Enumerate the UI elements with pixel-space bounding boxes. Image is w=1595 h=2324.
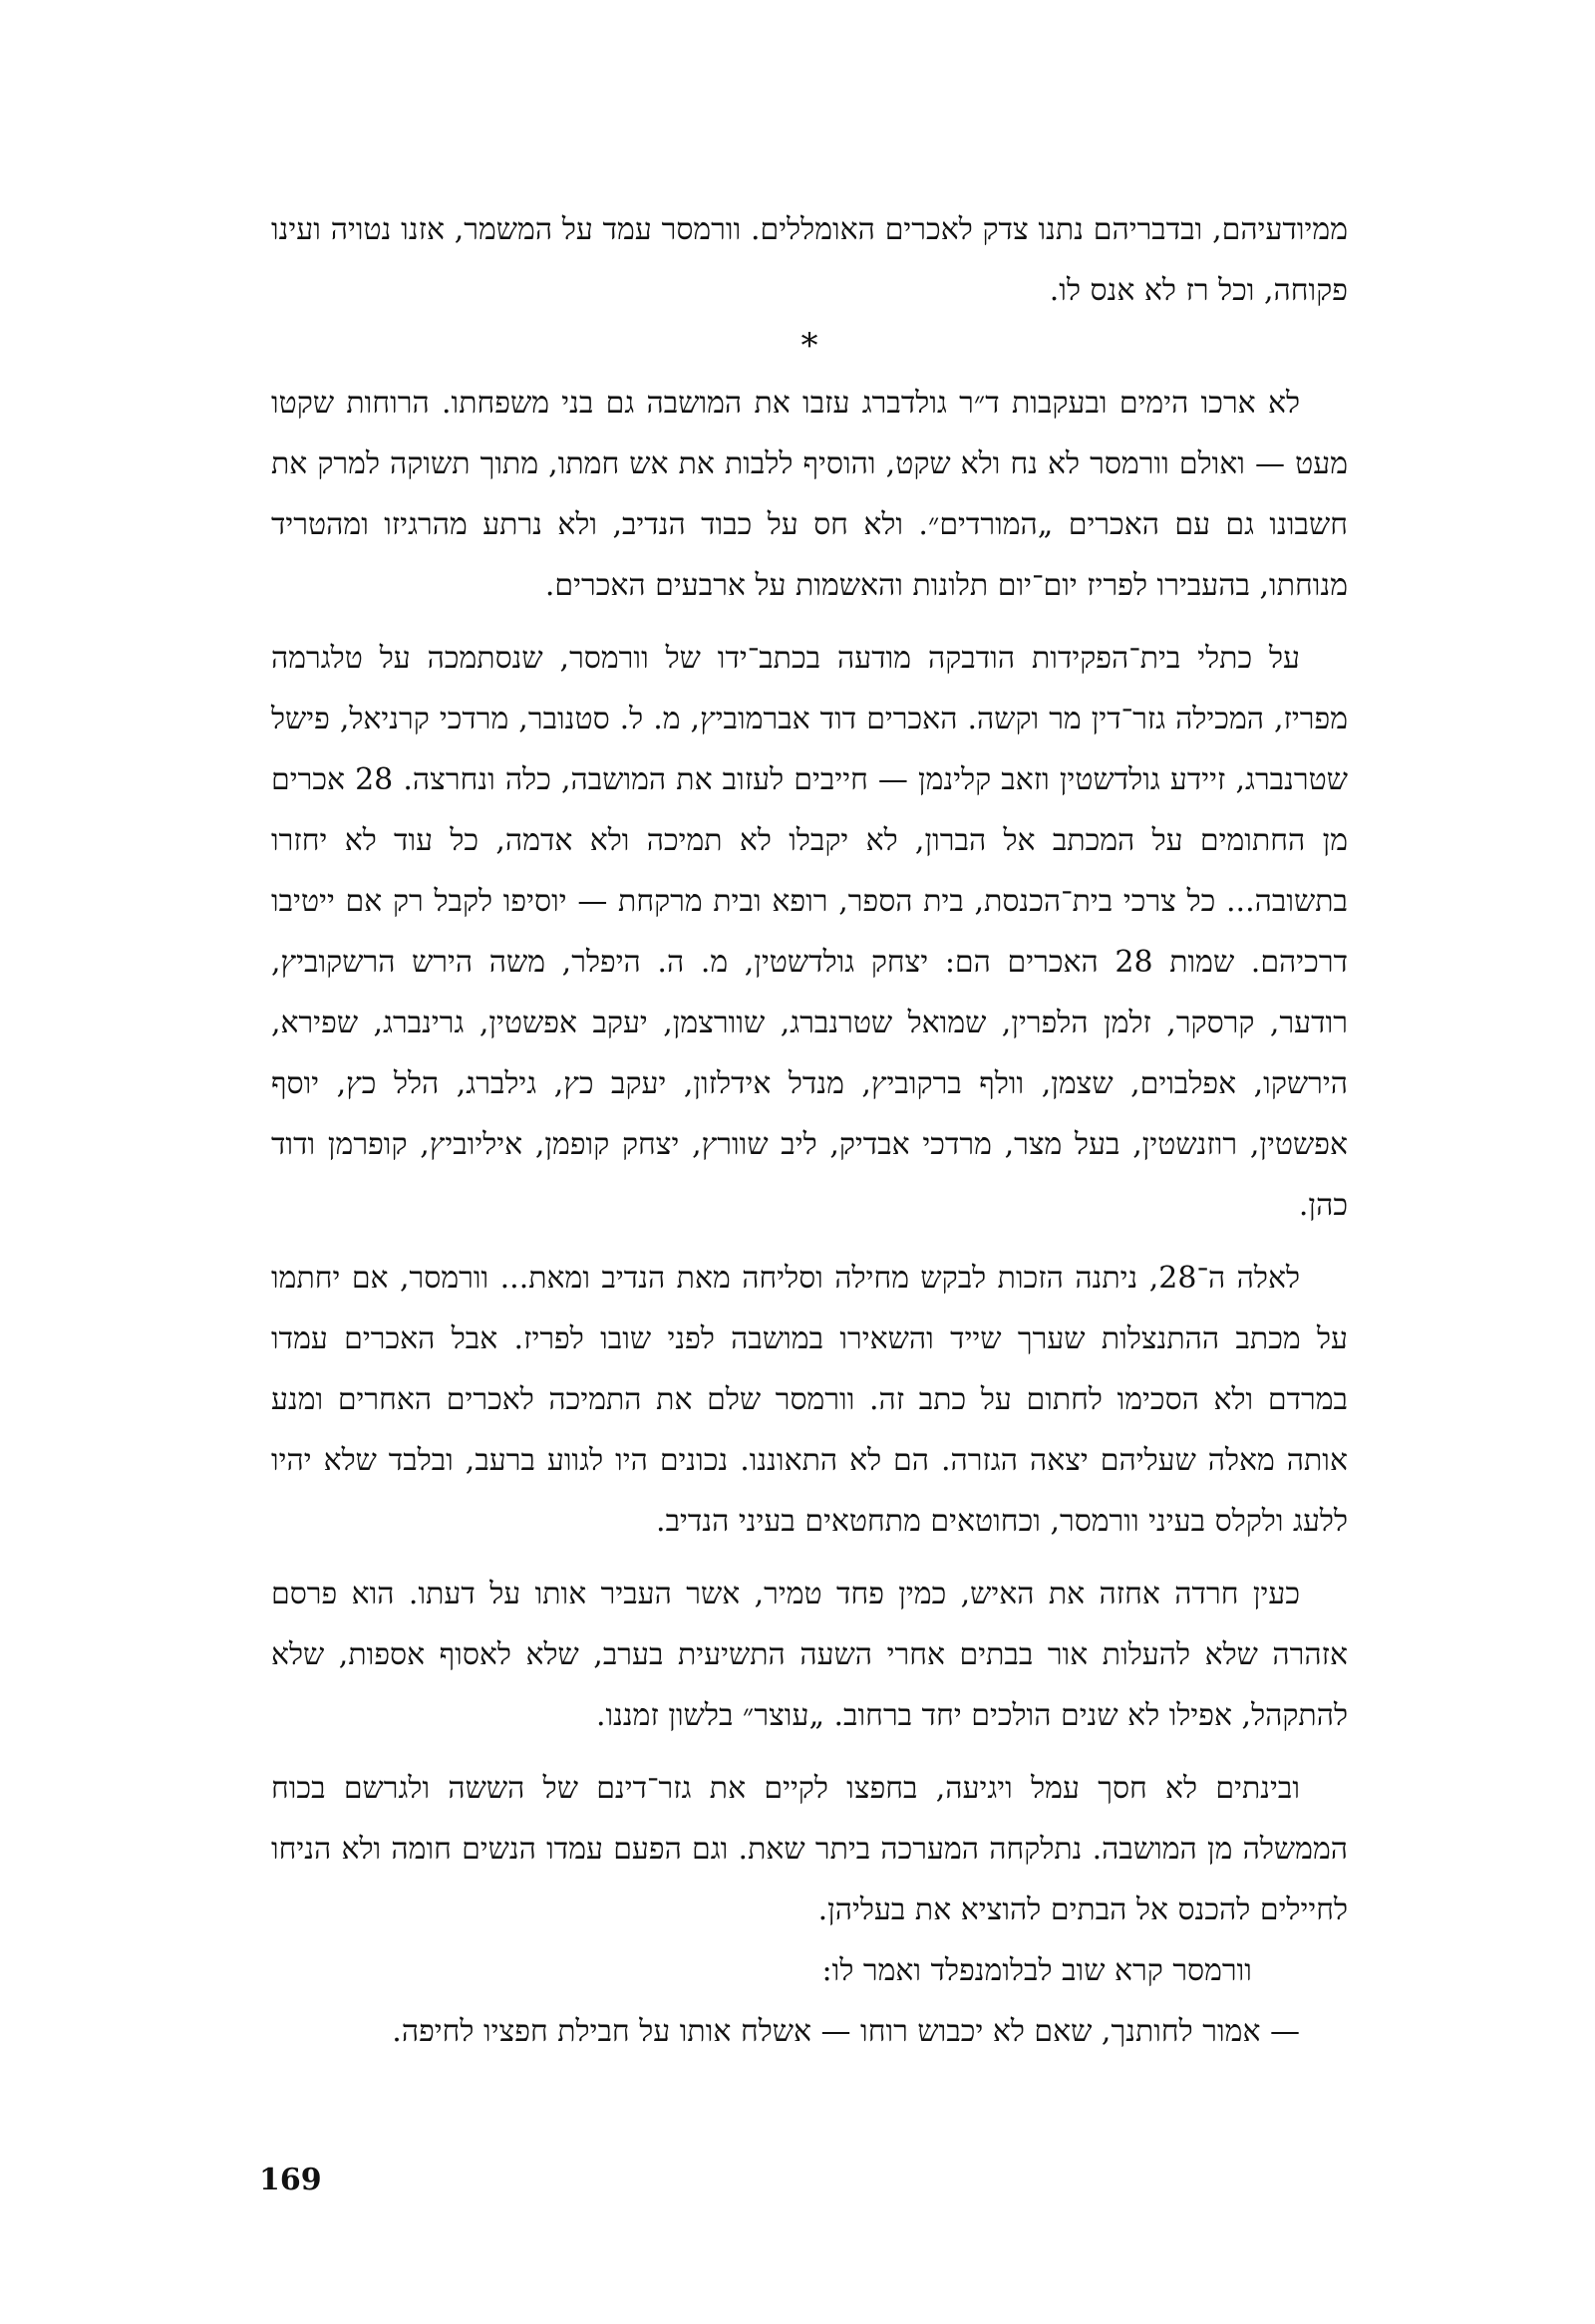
page-number: 169	[259, 2163, 322, 2197]
page-body	[271, 199, 1348, 2062]
paragraph-6: ובינתים לא חסך עמל ויגיעה, בחפצו לקיים את גזר־דינם של הששה ולגרשם בכוח הממשלה מן המושבה. נתלקחה המערכה ביתר שאת. וגם הפעם עמדו הנשים חומה ולא הניחו לחיילים להכנס אל הבתים להוציא את בעליהן.	[271, 1771, 1348, 1927]
quote-paragraph: — אמור לחותנך, שאם לא יכבוש רוחו — אשלח אותו על חבילת חפציו לחיפה.	[392, 2014, 1300, 2049]
paragraph-4: לאלה ה־28, ניתנה הזכות לבקש מחילה וסליחה מאת הנדיב ומאת... וורמסר, אם יחתמו על מכתב ההתנצלות שערך שייד והשאירו במושבה לפני שובו לפריז. אבל האכרים עמדו במרדם ולא הסכימו לחתום על כתב זה. וורמסר שלם את התמיכה לאכרים האחרים ומנע אותה מאלה שעליהם יצאה הגזרה. הם לא התאוננו. נכונים היו לגווע ברעב, ובלבד שלא יהיו ללעג ולקלס בעיני וורמסר, וכחוטאים מתחטאים בעיני הנדיב.	[271, 1261, 1348, 1539]
speaker-line: וורמסר קרא שוב לבלומנפלד ואמר לו:	[821, 1953, 1252, 1988]
paragraph-3: על כתלי בית־הפקידות הודבקה מודעה בכתב־ידו של וורמסר, שנסתמכה על טלגרמה מפריז, המכילה גזר־דין מר וקשה. האכרים דוד אברמוביץ, מ. ל. סטנובר, מרדכי קרניאל, פישל שטרנברג, זיידע גולדשטין וזאב קלינמן — חייבים לעזוב את המושבה, כלה ונחרצה. 28 אכרים מן החתומים על המכתב אל הברון, לא יקבלו לא תמיכה ולא אדמה, כל עוד לא יחזרו בתשובה... כל צרכי בית־הכנסת, בית הספר, רופא ובית מרקחת — יוסיפו לקבל רק אם ייטיבו דרכיהם. שמות 28 האכרים הם: יצחק גולדשטין, מ. ה. היפלר, משה הירש הרשקוביץ, רודער, קרסקר, זלמן הלפרין, שמואל שטרנברג, שוורצמן, יעקב אפשטין, גרינברג, שפירא, הירשקו, אפלבוים, שצמן, וולף ברקוביץ, מנדל אידלזון, יעקב כץ, גילברג, הלל כץ, יוסף אפשטין, רוזנשטין, בעל מצר, מרדכי אבדיק, ליב שוורץ, יצחק קופמן, איליוביץ, קופרמן ודוד כהן.	[271, 641, 1349, 1223]
paragraph-5: כעין חרדה אחזה את האיש, כמין פחד טמיר, אשר העביר אותו על דעתו. הוא פרסם אזהרה שלא להעלות אור בבתים אחרי השעה התשיעית בערב, שלא לאסוף אספות, שלא להתקהל, אפילו לא שנים הולכים יחד ברחוב. „עוצר״ בלשון זמננו.	[271, 1577, 1348, 1733]
paragraph-2: לא ארכו הימים ובעקבות ד״ר גולדברג עזבו את המושבה גם בני משפחתו. הרוחות שקטו מעט — ואולם וורמסר לא נח ולא שקט, והוסיף ללבות את אש חמתו, מתוך תשוקה למרק את חשבונו גם עם האכרים „המורדים״. ולא חס על כבוד הנדיב, ולא נרתע מהרגיזו ומהטריד מנוחתו, בהעבירו לפריז יום־יום תלונות והאשמות על ארבעים האכרים.	[271, 386, 1348, 603]
paragraph-1: ממיודעיהם, ובדבריהם נתנו צדק לאכרים האומללים. וורמסר עמד על המשמר, אזנו נטויה ועינו פקוחה, וכל רז לא אנס לו.	[271, 212, 1348, 308]
section-separator: *	[800, 326, 818, 366]
